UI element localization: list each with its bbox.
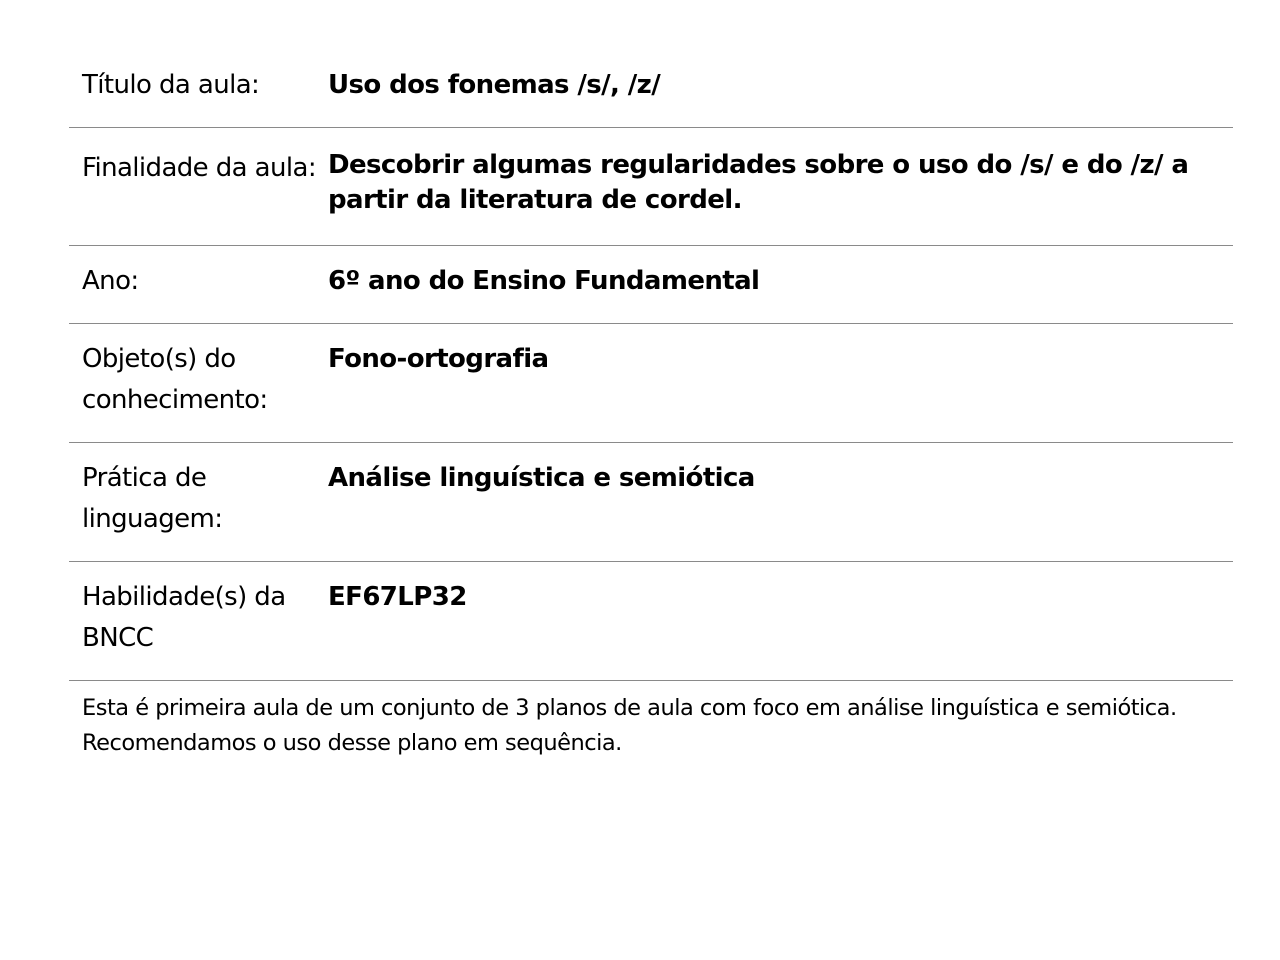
knowledge-object-value: Fono-ortografia xyxy=(328,344,549,374)
row-knowledge-object xyxy=(69,324,1233,443)
bncc-skills-label: Habilidade(s) da BNCC xyxy=(82,582,286,653)
lesson-purpose-value: Descobrir algumas regularidades sobre o uso do /s/ e do /z/ a partir da literatura de cordel. xyxy=(328,150,1189,215)
row-bncc-skills xyxy=(69,562,1233,681)
lesson-title-label: Título da aula: xyxy=(82,70,260,100)
school-year-value: 6º ano do Ensino Fundamental xyxy=(328,266,760,296)
sequence-note: Esta é primeira aula de um conjunto de 3 planos de aula com foco em análise linguística e semiótica. Recomendamos o uso desse plano em sequência. xyxy=(82,695,1177,756)
row-lesson-title xyxy=(69,50,1233,128)
row-lesson-purpose xyxy=(69,128,1233,246)
row-language-practice xyxy=(69,443,1233,562)
bncc-skills-value: EF67LP32 xyxy=(328,582,467,612)
row-school-year xyxy=(69,246,1233,324)
lesson-plan-table xyxy=(69,50,1233,761)
language-practice-value: Análise linguística e semiótica xyxy=(328,463,755,493)
lesson-title-value: Uso dos fonemas /s/, /z/ xyxy=(328,70,661,100)
lesson-purpose-label: Finalidade da aula: xyxy=(82,153,316,183)
school-year-label: Ano: xyxy=(82,266,139,296)
knowledge-object-label: Objeto(s) do conhecimento: xyxy=(82,344,268,415)
language-practice-label: Prática de linguagem: xyxy=(82,463,223,534)
